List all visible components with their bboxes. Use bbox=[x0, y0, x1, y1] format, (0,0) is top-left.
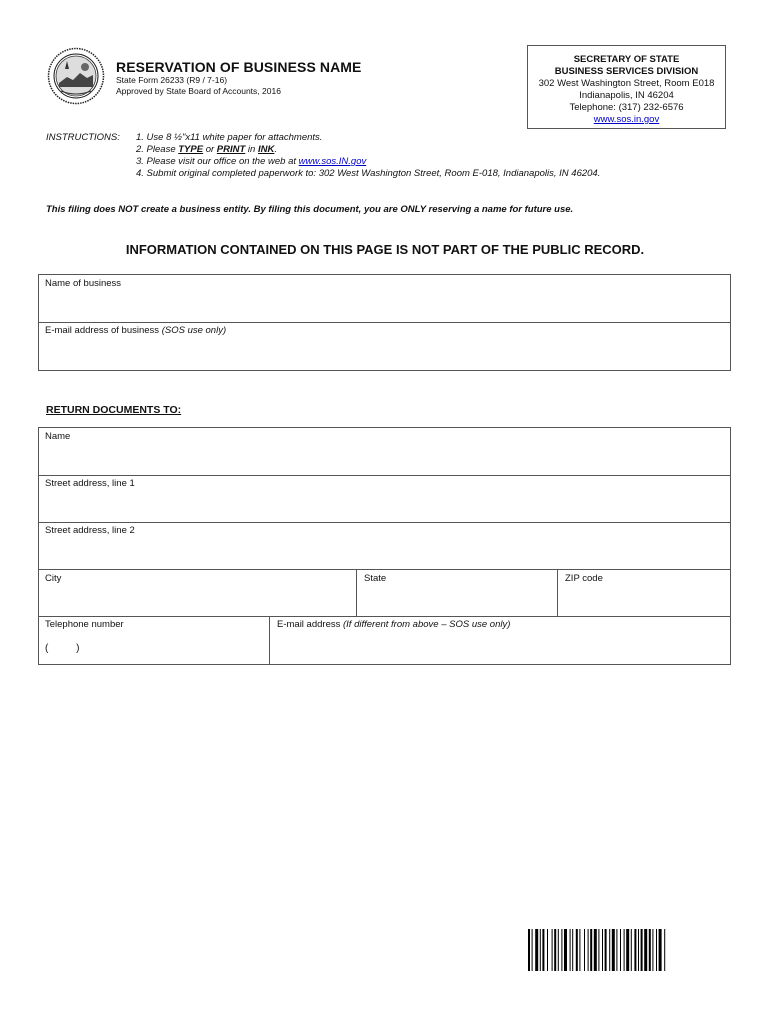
return-name-field[interactable] bbox=[39, 443, 730, 474]
instructions-website-link[interactable]: www.sos.IN.gov bbox=[298, 156, 367, 167]
telephone-field[interactable] bbox=[39, 631, 268, 664]
telephone-label: Telephone number bbox=[45, 619, 124, 630]
form-title: RESERVATION OF BUSINESS NAME bbox=[116, 59, 362, 75]
instructions-label: INSTRUCTIONS: bbox=[46, 132, 120, 143]
instruction-item-3: 3. Please visit our office on the web at www.sos.IN.gov bbox=[136, 156, 367, 167]
street-line1-label: Street address, line 1 bbox=[45, 478, 135, 489]
business-email-label: E-mail address of business (SOS use only) bbox=[45, 325, 227, 336]
return-documents-heading: RETURN DOCUMENTS TO: bbox=[46, 404, 182, 416]
office-address: 302 West Washington Street, Room E018 bbox=[538, 78, 715, 89]
barcode-image bbox=[528, 929, 711, 971]
form-number: State Form 26233 (R9 / 7-16) bbox=[116, 75, 228, 85]
street-line1-field[interactable] bbox=[39, 490, 730, 521]
state-label: State bbox=[364, 573, 387, 584]
public-record-heading: INFORMATION CONTAINED ON THIS PAGE IS NOT PART OF THE PUBLIC RECORD. bbox=[125, 242, 645, 257]
office-website-link[interactable]: www.sos.in.gov bbox=[593, 114, 660, 125]
row-divider bbox=[38, 569, 731, 570]
street-line2-field[interactable] bbox=[39, 537, 730, 568]
zip-code-label: ZIP code bbox=[565, 573, 603, 584]
filing-notice: This filing does NOT create a business entity. By filing this document, you are ONLY reserving a name for future use. bbox=[46, 204, 574, 215]
return-email-label: E-mail address (If different from above – SOS use only) bbox=[277, 619, 511, 630]
approval-line: Approved by State Board of Accounts, 2016 bbox=[116, 86, 281, 96]
row-divider bbox=[38, 475, 731, 476]
row-divider bbox=[38, 322, 731, 323]
row-divider bbox=[38, 616, 731, 617]
instruction-item-2: 2. Please TYPE or PRINT in INK. bbox=[136, 144, 277, 155]
office-line2: BUSINESS SERVICES DIVISION bbox=[554, 66, 699, 77]
instruction-item-4: 4. Submit original completed paperwork to: 302 West Washington Street, Room E-018, Indianapolis, IN 46204. bbox=[136, 168, 601, 179]
telephone-area-code-parens: ( ) bbox=[45, 643, 80, 654]
instructions-list bbox=[136, 132, 600, 180]
city-label: City bbox=[45, 573, 62, 584]
office-telephone: Telephone: (317) 232-6576 bbox=[569, 102, 684, 113]
street-line2-label: Street address, line 2 bbox=[45, 525, 135, 536]
office-city: Indianapolis, IN 46204 bbox=[579, 90, 674, 101]
instruction-item-1: 1. Use 8 ½"x11 white paper for attachments. bbox=[136, 132, 323, 143]
city-field[interactable] bbox=[39, 585, 355, 615]
office-line1: SECRETARY OF STATE bbox=[573, 54, 680, 65]
state-seal-logo bbox=[47, 47, 105, 105]
zip-code-field[interactable] bbox=[558, 585, 730, 615]
business-name-label: Name of business bbox=[45, 278, 122, 289]
office-contact-box bbox=[527, 45, 726, 129]
business-name-field[interactable] bbox=[39, 290, 730, 321]
return-email-field[interactable] bbox=[270, 631, 730, 664]
state-field[interactable] bbox=[357, 585, 556, 615]
business-email-field[interactable] bbox=[39, 337, 730, 370]
row-divider bbox=[38, 522, 731, 523]
return-name-label: Name bbox=[45, 431, 71, 442]
